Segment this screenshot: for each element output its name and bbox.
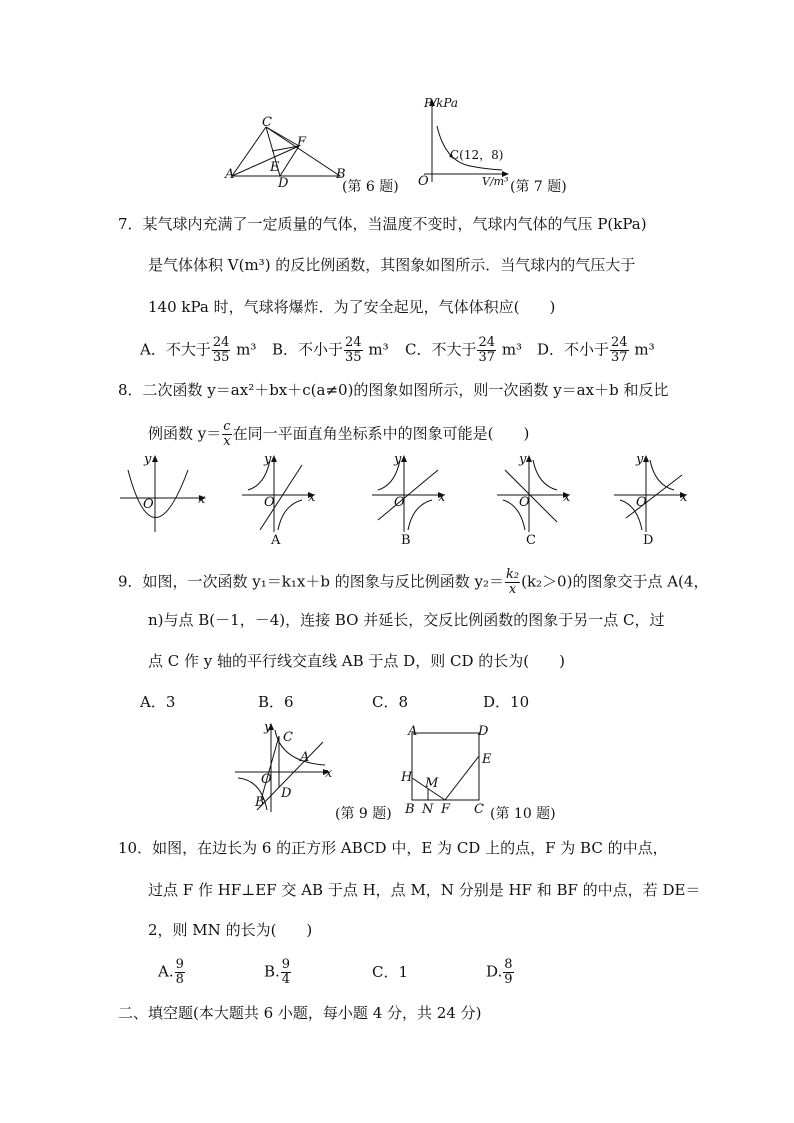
- fig9-x: x: [325, 766, 333, 781]
- q7-option-c: C．不大于 $\frac{24}{37}$ m³: [405, 335, 523, 365]
- label-F: F: [297, 135, 307, 150]
- section-heading: 二、填空题(本大题共 6 小题，每小题 4 分，共 24 分): [118, 1004, 482, 1022]
- label-E: E: [270, 160, 280, 175]
- y-label: y: [264, 452, 272, 467]
- fig10-m: M: [425, 776, 439, 791]
- o-label: O: [636, 495, 647, 510]
- fig10-e: E: [482, 752, 492, 767]
- origin-label: O: [418, 174, 429, 189]
- x-label: x: [438, 490, 446, 505]
- fig10-d: D: [478, 724, 489, 739]
- q7-line2: 是气体体积 V(m³) 的反比例函数，其图象如图所示．当气球内的气压大于: [148, 256, 636, 274]
- q10-line2: 过点 F 作 HF⊥EF 交 AB 于点 H，点 M，N 分别是 HF 和 BF 的中点，若 DE＝: [148, 881, 701, 899]
- q8-line1: 8．二次函数 y＝ax²＋bx＋c(a≠0)的图象如图所示，则一次函数 y＝ax＋b 和反比: [118, 381, 669, 399]
- graph-label-a: A: [271, 533, 281, 548]
- fig9-caption: (第 9 题): [335, 806, 392, 822]
- figure-6: [225, 115, 350, 191]
- figure-7: [410, 96, 510, 188]
- fig9-y: y: [264, 720, 272, 735]
- q9-option-a: A．3: [140, 693, 176, 711]
- q8-graph-c: [495, 450, 575, 550]
- label-B: B: [336, 167, 346, 182]
- o-label: O: [394, 495, 405, 510]
- fig9-d: D: [281, 786, 292, 801]
- y-label: y: [519, 452, 527, 467]
- q10-option-a: A. $\frac{9}{8}$: [158, 957, 184, 987]
- fig9-a: A: [300, 750, 310, 765]
- q10-line3: 2，则 MN 的长为( ): [148, 921, 313, 939]
- graph-label-b: B: [401, 533, 411, 548]
- y-label: y: [394, 452, 402, 467]
- x-label: x: [563, 490, 571, 505]
- graph-label-d: D: [643, 533, 654, 548]
- q9-option-b: B．6: [258, 693, 294, 711]
- q10-option-d: D. $\frac{8}{9}$: [486, 957, 513, 987]
- o-label: O: [143, 497, 154, 512]
- q7-option-a: A．不大于 $\frac{24}{35}$ m³: [140, 335, 257, 365]
- fig10-c: C: [474, 802, 484, 817]
- fig10-n: N: [422, 802, 434, 817]
- x-label: x: [198, 492, 206, 507]
- o-label: O: [519, 495, 530, 510]
- q9-line2: n)与点 B(－1，－4)，连接 BO 并延长，交反比例函数的图象于另一点 C，过: [148, 611, 665, 629]
- graph-label-c: C: [526, 533, 536, 548]
- fig6-caption: (第 6 题): [342, 179, 399, 195]
- fig9-b: B: [255, 795, 265, 810]
- q9-line1: 9．如图，一次函数 y₁＝k₁x＋b 的图象与反比例函数 y₂＝ $\frac{\text{k₂}}{x}$ (k₂＞0)的图象交于点 A(4，: [118, 567, 709, 597]
- label-C: C: [262, 115, 272, 130]
- fig10-caption: (第 10 题): [490, 806, 556, 822]
- x-label: x: [680, 490, 688, 505]
- q10-option-b: B. $\frac{9}{4}$: [264, 957, 291, 987]
- q9-option-c: C．8: [372, 693, 409, 711]
- q8-parabola-graph: [118, 450, 208, 535]
- q7-line1: 7．某气球内充满了一定质量的气体，当温度不变时，气球内气体的气压 P(kPa): [118, 215, 647, 233]
- q8-graph-b: [370, 450, 450, 550]
- q10-line1: 10．如图，在边长为 6 的正方形 ABCD 中，E 为 CD 上的点，F 为 BC 的中点，: [118, 839, 668, 857]
- y-label: y: [144, 452, 152, 467]
- fig10-h: H: [401, 770, 413, 785]
- figure-10: [400, 724, 500, 819]
- fig7-caption: (第 7 题): [510, 179, 567, 195]
- q7-option-d: D．不小于 $\frac{24}{37}$ m³: [537, 335, 655, 365]
- fig10-f: F: [441, 802, 451, 817]
- x-label: x: [308, 490, 316, 505]
- fig10-b: B: [405, 802, 415, 817]
- triangle-diagram: [225, 115, 350, 185]
- point-c-label: C(12，8): [450, 148, 504, 162]
- axis-y-label: P/kPa: [424, 96, 459, 110]
- q9-line3: 点 C 作 y 轴的平行线交直线 AB 于点 D，则 CD 的长为( ): [148, 652, 565, 670]
- fig9-c: C: [283, 730, 293, 745]
- axis-x-label: V/m³: [482, 175, 509, 188]
- figure-9: [233, 720, 338, 815]
- fig9-o: O: [261, 772, 272, 787]
- label-A: A: [225, 167, 235, 182]
- q8-line2: 例函数 y＝ $\frac{c}{x}$ 在同一平面直角坐标系中的图象可能是( ): [148, 419, 530, 449]
- q8-graph-a: [240, 450, 320, 550]
- q7-option-b: B．不小于 $\frac{24}{35}$ m³: [272, 335, 389, 365]
- y-label: y: [636, 452, 644, 467]
- q7-line3: 140 kPa 时，气球将爆炸．为了安全起见，气体体积应( ): [148, 298, 556, 316]
- fig10-a: A: [408, 724, 418, 739]
- label-D: D: [278, 176, 289, 191]
- o-label: O: [264, 495, 275, 510]
- q9-option-d: D．10: [483, 693, 530, 711]
- q10-option-c: C．1: [372, 963, 409, 981]
- q8-graph-d: [612, 450, 692, 550]
